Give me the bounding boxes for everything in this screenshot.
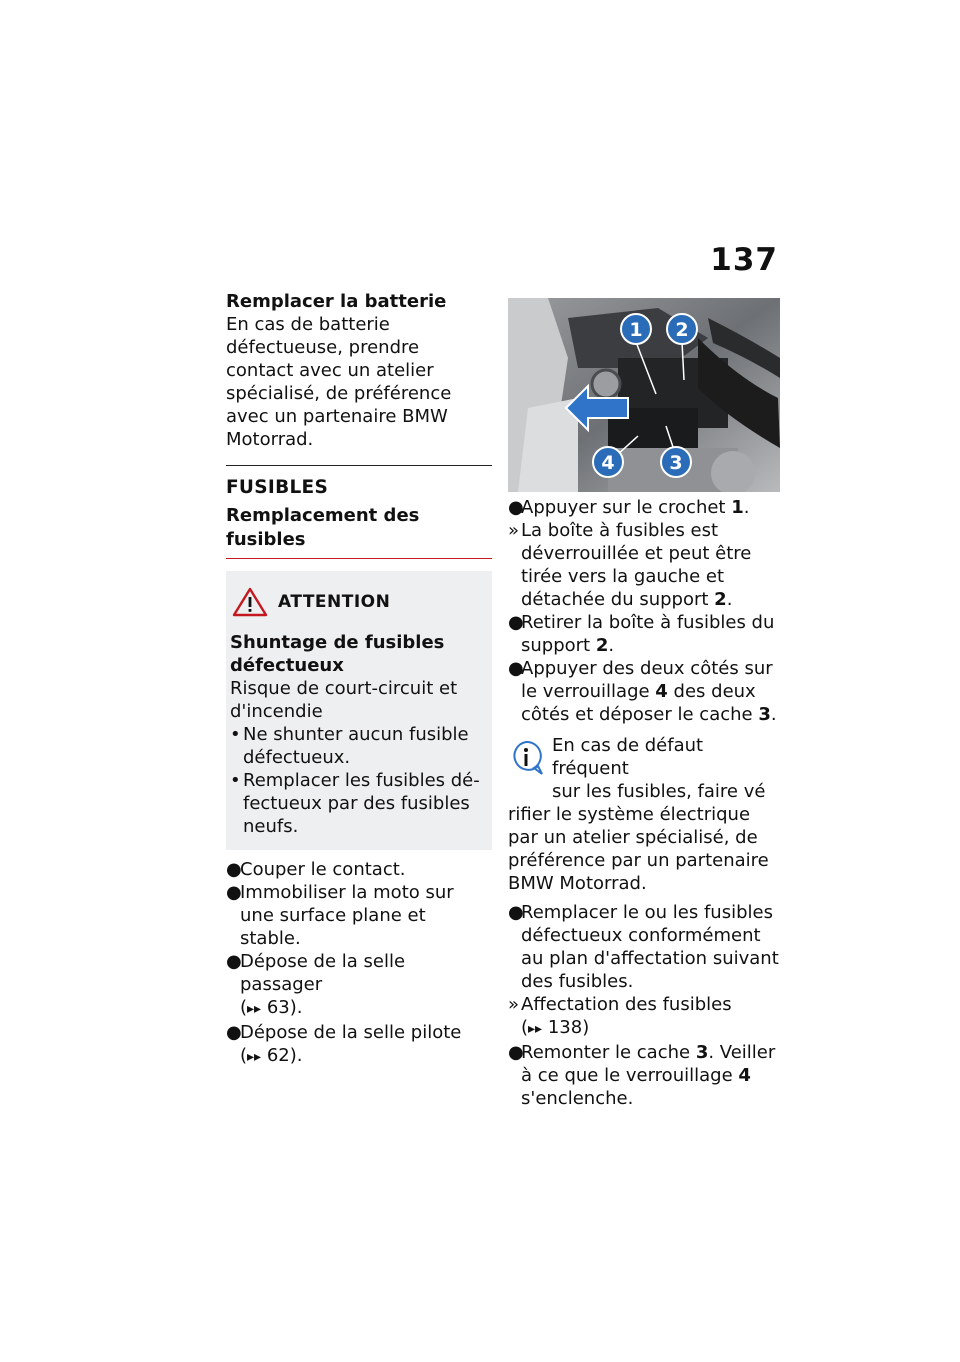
warning-title: ATTENTION: [278, 592, 391, 612]
page-reference-link[interactable]: (▸▸ 62).: [240, 1045, 303, 1066]
svg-text:1: 1: [629, 319, 643, 341]
warning-box: [226, 571, 492, 850]
bullet-dot: •: [230, 770, 241, 791]
warning-text: Risque de court-circuit et d'incendie: [230, 678, 458, 722]
warning-bullet: • Ne shunter aucun fusible défectueux.: [230, 724, 469, 768]
page-reference-link[interactable]: (▸▸ 63).: [240, 997, 303, 1018]
step-item: ● Retirer la boîte à fusibles du support 2.: [508, 612, 775, 656]
note-text: rifier le système électrique par un atelier spécialisé, de préférence par un partenaire BMW Motorrad.: [508, 804, 769, 894]
step-item: ● Dépose de la selle pilote (▸▸ 62).: [226, 1022, 462, 1066]
note-line: sur les fusibles, faire vé: [552, 781, 766, 802]
svg-text:2: 2: [675, 319, 689, 341]
warning-heading: Shuntage de fusibles défectueux: [230, 632, 445, 676]
step-item: » La boîte à fusibles est déverrouillée et peut être tirée vers la gauche et détachée du support 2.: [508, 520, 752, 610]
callout-marker: [621, 314, 651, 344]
fuses-heading: FUSIBLES: [226, 465, 492, 500]
step-item: ● Appuyer sur le crochet 1.: [508, 497, 750, 518]
bullet-dot: •: [230, 724, 241, 745]
fuses-subheading: Remplacement des fusibles: [226, 504, 492, 559]
left-steps: [226, 858, 492, 1069]
warning-bullet: • Remplacer les fusibles défectueux par des fusibles neufs.: [230, 770, 480, 837]
battery-heading: Remplacer la batterie: [226, 291, 447, 312]
note-line: En cas de défaut fréquent: [552, 735, 704, 779]
info-note: [508, 734, 780, 895]
step-item: ● Couper le contact.: [226, 859, 406, 880]
left-column: [226, 290, 492, 1069]
callout-marker: [661, 447, 691, 477]
step-item: ● Remplacer le ou les fusibles défectueux conformément au plan d'affectation suivant des fusibles.: [508, 902, 779, 992]
callout-marker: [593, 447, 623, 477]
page-number: 137: [710, 242, 778, 278]
step-item: ● Remonter le cache 3. Veiller à ce que le verrouillage 4 s'enclenche.: [508, 1042, 776, 1109]
right-steps-b: [508, 901, 780, 1110]
reference-arrow-icon: ▸▸: [528, 1021, 543, 1037]
info-icon: [508, 738, 544, 778]
step-item: ● Immobiliser la moto sur une surface plane et stable.: [226, 882, 454, 949]
reference-arrow-icon: ▸▸: [247, 1001, 262, 1017]
svg-text:4: 4: [601, 452, 615, 474]
reference-arrow-icon: ▸▸: [247, 1049, 262, 1065]
fuse-box-photo: [508, 298, 780, 492]
callout-marker: [667, 314, 697, 344]
step-item: » Affectation des fusibles (▸▸ 138): [508, 994, 732, 1038]
svg-text:3: 3: [669, 452, 683, 474]
warning-header: [232, 585, 480, 619]
step-item: ● Dépose de la selle passager (▸▸ 63).: [226, 951, 406, 1018]
right-column: [508, 294, 780, 1110]
warning-triangle-icon: [232, 587, 268, 617]
step-item: ● Appuyer des deux côtés sur le verrouillage 4 des deux côtés et déposer le cache 3.: [508, 658, 777, 725]
page-reference-link[interactable]: (▸▸ 138): [521, 1017, 590, 1038]
right-steps-a: [508, 496, 780, 726]
battery-text: En cas de batterie défectueuse, prendre contact avec un atelier spécialisé, de préférence avec un partenaire BMW Motorrad.: [226, 314, 452, 450]
